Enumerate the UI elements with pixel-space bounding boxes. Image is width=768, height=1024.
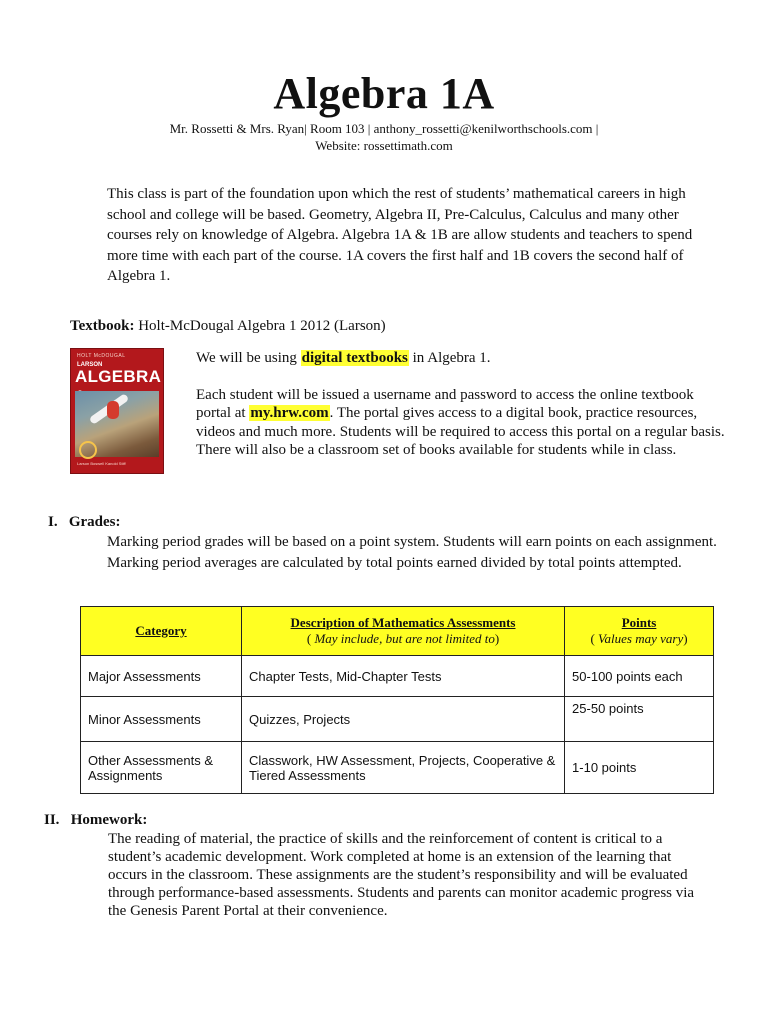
homework-paragraph	[74, 830, 714, 920]
digital-post: in Algebra 1.	[408, 350, 491, 366]
portal-pre: Each student will be issued a username and password to access the online textbook portal at	[196, 387, 694, 422]
cell-points: 50-100 points each	[565, 656, 714, 697]
homework-heading	[44, 812, 147, 829]
table-row	[81, 697, 714, 742]
digital-textbook-paragraph	[196, 348, 726, 369]
intro-paragraph	[62, 184, 712, 287]
textbook-line	[70, 318, 386, 335]
grades-heading	[48, 514, 121, 531]
textbook-label: Textbook:	[70, 318, 135, 334]
textbook-value: Holt-McDougal Algebra 1 2012 (Larson)	[138, 318, 386, 334]
textbook-cover-image	[70, 348, 164, 474]
header-category	[81, 607, 242, 656]
cover-person-shape	[107, 401, 119, 419]
header-subtitle-italic: Values may vary	[598, 631, 684, 646]
cover-title: ALGEBRA	[75, 367, 161, 386]
homework-text: The reading of material, the practice of skills and the reinforcement of content is critical to a student’s academic development. Work completed at home is an extension of the learning that occurs in the classroom. These assignments are the student’s responsibility and will be evaluated through performance-based assessments. Students and parents can monitor academic progress via the Genesis Parent Portal at their convenience.	[108, 831, 695, 919]
homework-heading-text: Homework:	[70, 812, 148, 828]
portal-post: . The portal gives access to a digital book, practice resources, videos and much more. Students will be required to access this portal on a regular basis. There will also be a classroom set of books available for students while in class.	[196, 405, 725, 459]
table-row	[81, 742, 714, 794]
intro-text: This class is part of the foundation upon which the rest of students’ mathematical careers in high school and college will be based. Geometry, Algebra II, Pre-Calculus, Calculus and many other courses rely on knowledge of Algebra. Algebra 1A & 1B are allow students and teachers to spend more time with each part of the course. 1A covers the first half and 1B covers the second half of Algebra 1.	[107, 186, 693, 285]
header-subtitle-italic: May include, but are not limited to	[314, 631, 495, 646]
grades-heading-number: I.	[48, 514, 58, 530]
header-subtitle: ( May include, but are not limited to)	[306, 631, 500, 646]
website-line: Website: rossettimath.com	[315, 138, 453, 153]
header-points	[565, 607, 714, 656]
contact-line: Mr. Rossetti & Mrs. Ryan| Room 103 | anthony_rossetti@kenilworthschools.com |	[169, 121, 599, 136]
cover-series: LARSON	[77, 362, 103, 368]
homework-heading-number: II.	[44, 812, 60, 828]
header-title: Category	[135, 623, 187, 638]
cell-category: Major Assessments	[81, 656, 242, 697]
header-title: Points	[621, 615, 657, 630]
portal-paragraph	[196, 386, 726, 460]
cover-circle-logo	[79, 441, 97, 459]
grades-heading-text: Grades:	[68, 514, 121, 530]
cell-category: Minor Assessments	[81, 697, 242, 742]
cell-points: 25-50 points	[565, 697, 714, 742]
cell-description: Classwork, HW Assessment, Projects, Cooperative & Tiered Assessments	[242, 742, 565, 794]
grades-paragraph	[62, 532, 722, 573]
table-row	[81, 656, 714, 697]
cell-category: Other Assessments & Assignments	[81, 742, 242, 794]
document-title: Algebra 1A	[273, 69, 495, 118]
header-title: Description of Mathematics Assessments	[290, 615, 516, 630]
digital-pre: We will be using	[196, 350, 301, 366]
header-description	[242, 607, 565, 656]
grades-table	[80, 606, 714, 794]
cover-publisher: HOLT McDOUGAL	[77, 353, 126, 359]
cell-description: Chapter Tests, Mid-Chapter Tests	[242, 656, 565, 697]
grades-text: Marking period grades will be based on a point system. Students will earn points on each assignment. Marking period averages are calculated by total points earned divided by total points attempted.	[107, 534, 717, 571]
table-header-row	[81, 607, 714, 656]
portal-link[interactable]: my.hrw.com	[250, 405, 329, 422]
cell-points: 1-10 points	[565, 742, 714, 794]
cover-authors: Larson Boswell Kanold Stiff	[77, 461, 126, 466]
header-subtitle: ( Values may vary)	[590, 631, 688, 646]
digital-textbooks-highlight: digital textbooks	[301, 350, 408, 366]
cell-description: Quizzes, Projects	[242, 697, 565, 742]
